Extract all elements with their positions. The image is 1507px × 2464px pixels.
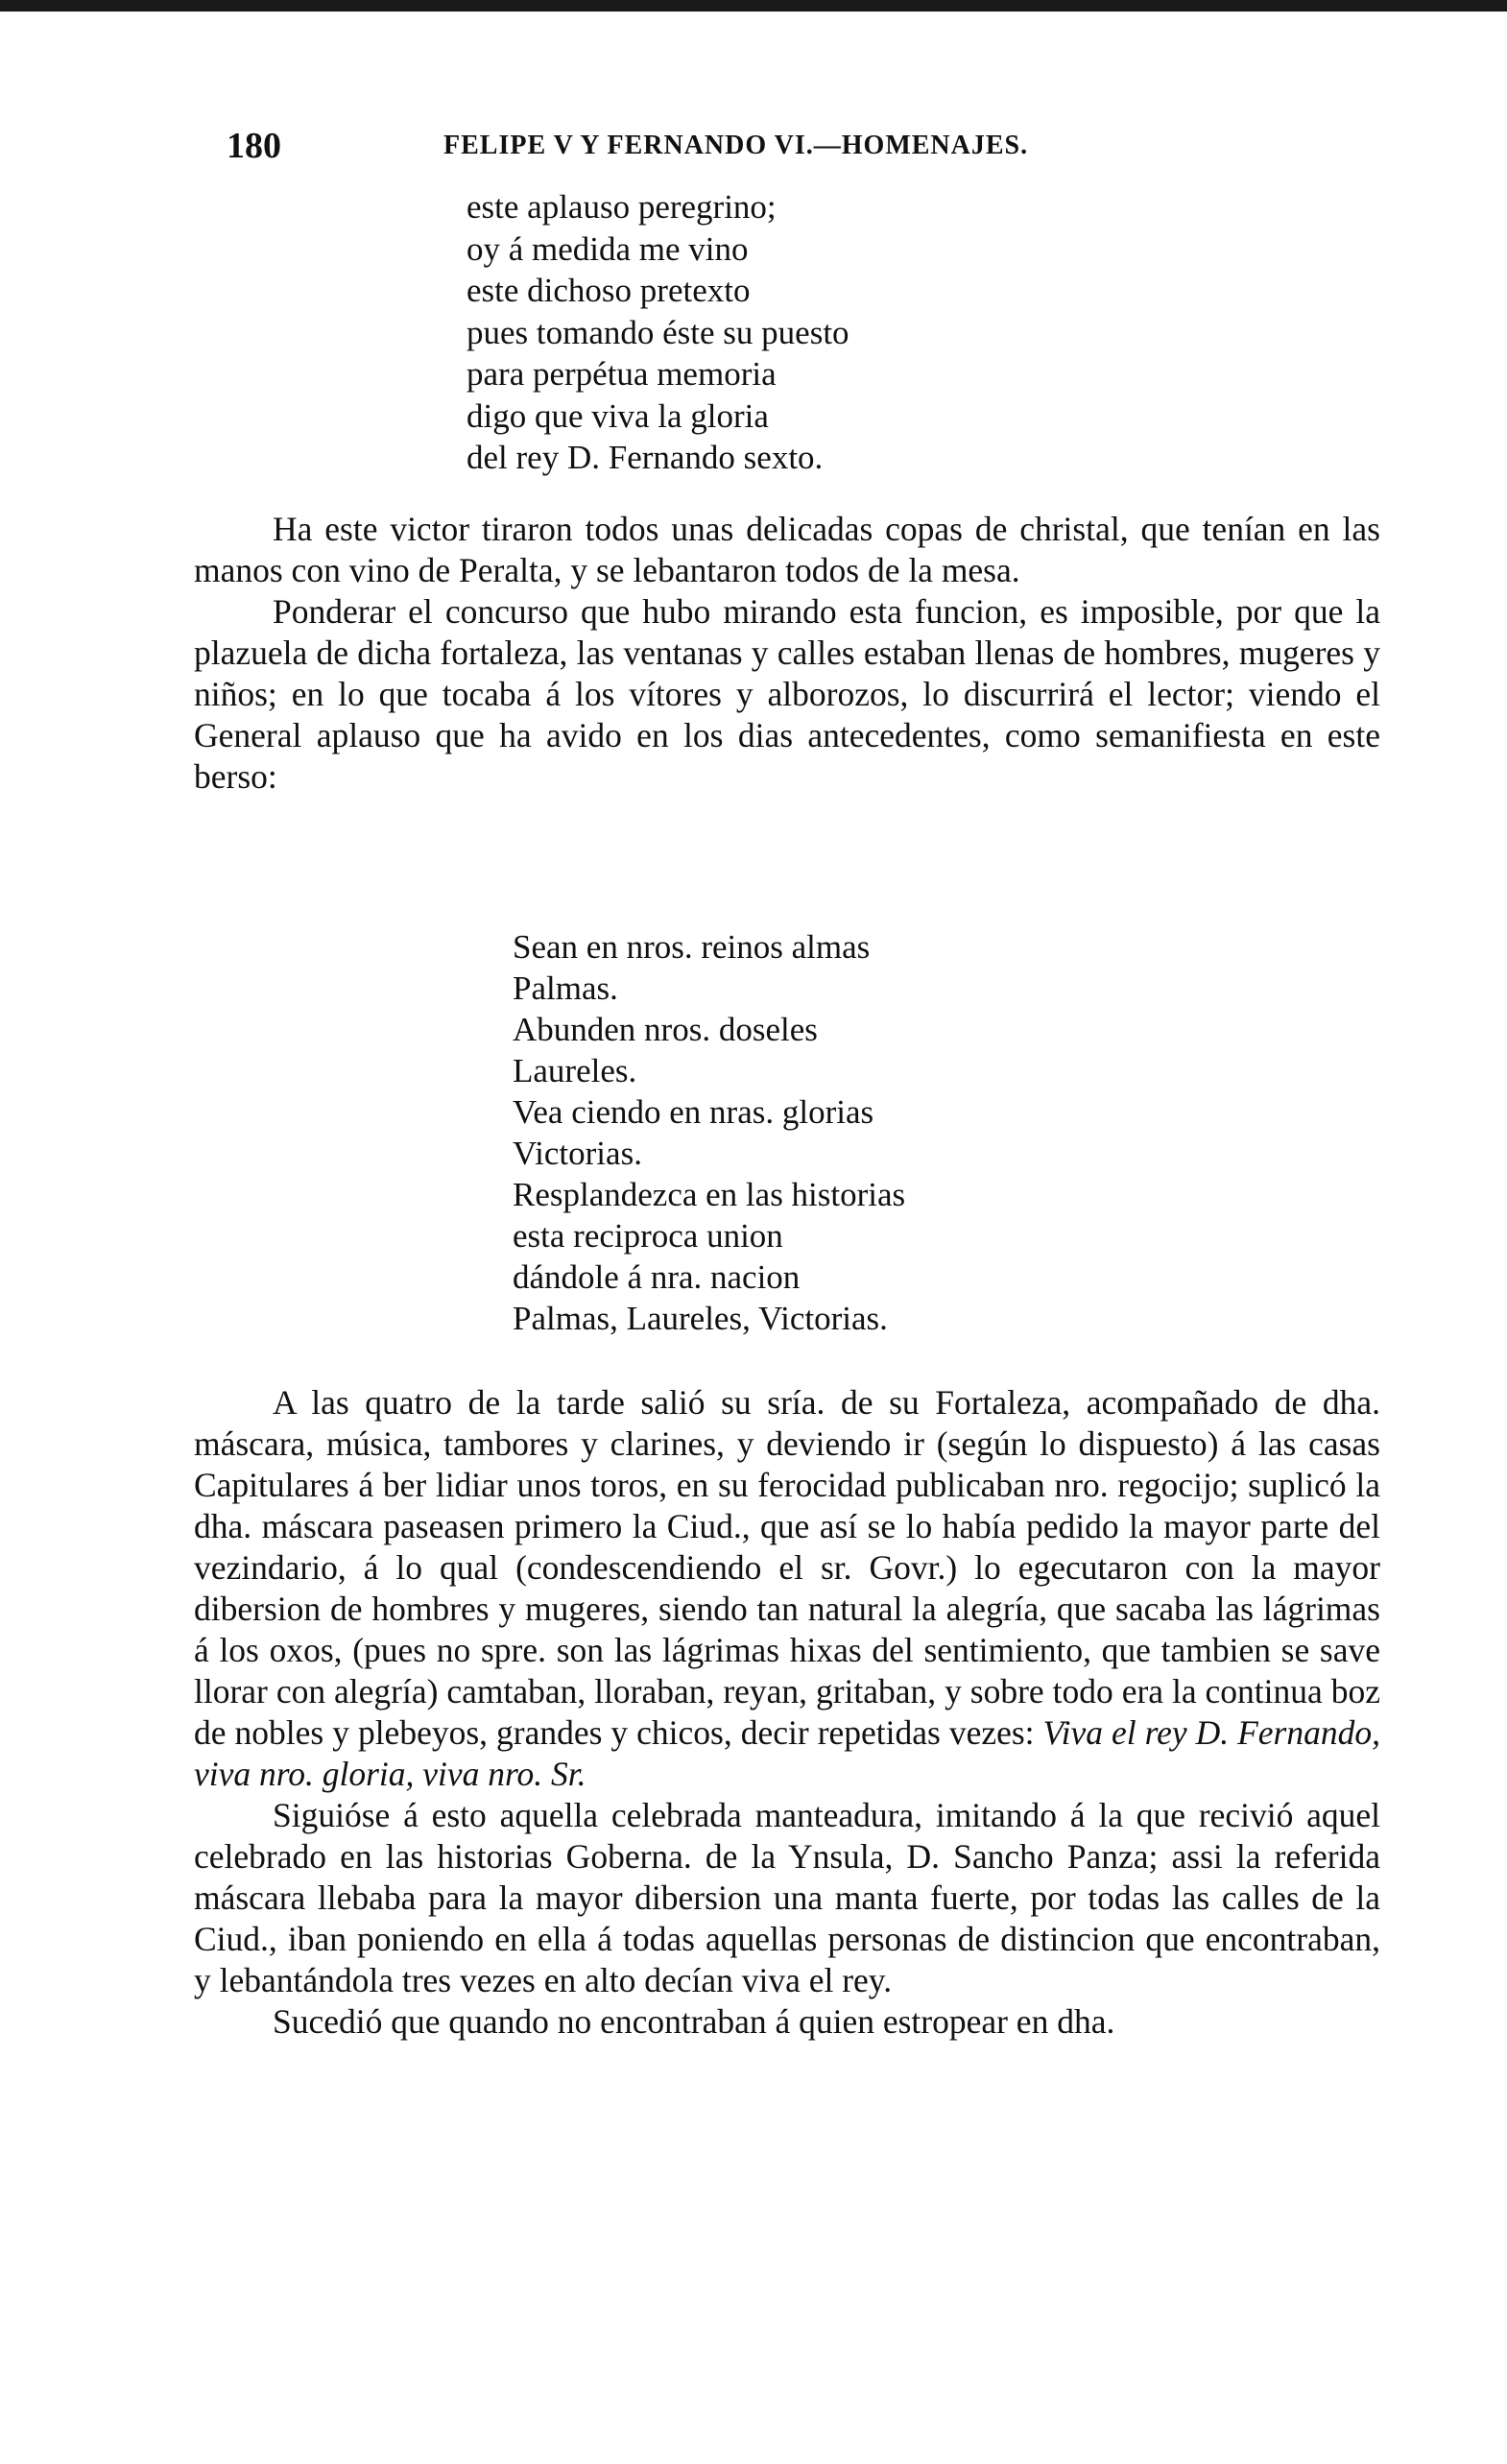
verse-line: esta reciproca union: [513, 1217, 783, 1255]
verse-line: oy á medida me vino: [466, 229, 749, 268]
verse-line: Abunden nros. doseles: [513, 1011, 818, 1048]
verse-line: Laureles.: [513, 1052, 637, 1089]
paragraph: Sucedió que quando no encontraban á quien estropear en dha.: [273, 2002, 1115, 2041]
verse-line: digo que viva la gloria: [466, 396, 769, 435]
verse-line: del rey D. Fernando sexto.: [466, 439, 824, 476]
paragraph: Ha este victor tiraron todos unas delicadas copas de christal, que tenían en las manos con vino de Peralta, y se lebantaron todos de la mesa.: [194, 510, 1380, 589]
verse-line: Vea ciendo en nras. glorias: [513, 1093, 874, 1131]
verse-line: para perpétua memoria: [466, 355, 777, 393]
verse-line: este dichoso pretexto: [466, 272, 751, 309]
verse-line: dándole á nra. nacion: [513, 1258, 801, 1296]
verse-line: Victorias.: [513, 1135, 642, 1172]
page-number: 180: [227, 126, 281, 166]
verse-block-2: [513, 926, 905, 1339]
verse-line: Palmas.: [513, 969, 618, 1007]
verse-line: Sean en nros. reinos almas: [513, 928, 871, 966]
verse-line: Resplandezca en las historias: [513, 1176, 906, 1213]
paragraph: [194, 1382, 1380, 1795]
paragraph: Ponderar el concurso que hubo mirando esta funcion, es imposible, por que la plazuela de dicha fortaleza, las ventanas y calles estaban llenas de hombres, mugeres y niños; en lo que tocaba á los vítores y alborozos, lo discurrirá el lector; viendo el General aplauso que ha avido en los dias antecedentes, como semanifiesta en este berso:: [194, 592, 1380, 796]
verse-line: Palmas, Laureles, Victorias.: [513, 1300, 888, 1337]
prose-section-2: [194, 1382, 1380, 2043]
verse-line: pues tomando éste su puesto: [466, 313, 849, 351]
running-header: FELIPE V Y FERNANDO VI.—HOMENAJES.: [443, 131, 1029, 160]
verse-line: este aplauso peregrino;: [466, 188, 777, 226]
acclamation-quote: Viva el rey D. Fernando, viva nro. gloria, viva nro. Sr.: [194, 1713, 1380, 1793]
paragraph-text: A las quatro de la tarde salió su sría. de su Fortaleza, acompañado de dha. máscara, música, tambores y clarines, y deviendo ir (según lo dispuesto) á las casas Capitulares á ber lidiar unos toros, en su ferocidad publicaban nro. regocijo; suplicó la dha. máscara paseasen primero la Ciud., que así se lo había pedido la mayor parte del vezindario, á lo qual (condescendiendo el sr. Govr.) lo egecutaron con la mayor dibersion de hombres y mugeres, siendo tan natural la alegría, que sacaba las lágrimas á los oxos, (pues no spre. son las lágrimas hixas del sentimiento, que tambien se save llorar con alegría) camtaban, lloraban, reyan, gritaban, y sobre todo era la continua boz de nobles y plebeyos, grandes y chicos, decir repetidas vezes:: [194, 1383, 1380, 1752]
top-border-rule: [0, 0, 1507, 12]
prose-section-1: [194, 509, 1380, 798]
verse-block-1: [466, 186, 849, 479]
paragraph: Siguióse á esto aquella celebrada manteadura, imitando á la que recivió aquel celebrado en las historias Goberna. de la Ynsula, D. Sancho Panza; assi la referida máscara llebaba para la mayor dibersion una manta fuerte, por todas las calles de la Ciud., iban poniendo en ella á todas aquellas personas de distincion que encontraban, y lebantándola tres vezes en alto decían viva el rey.: [194, 1796, 1380, 1999]
